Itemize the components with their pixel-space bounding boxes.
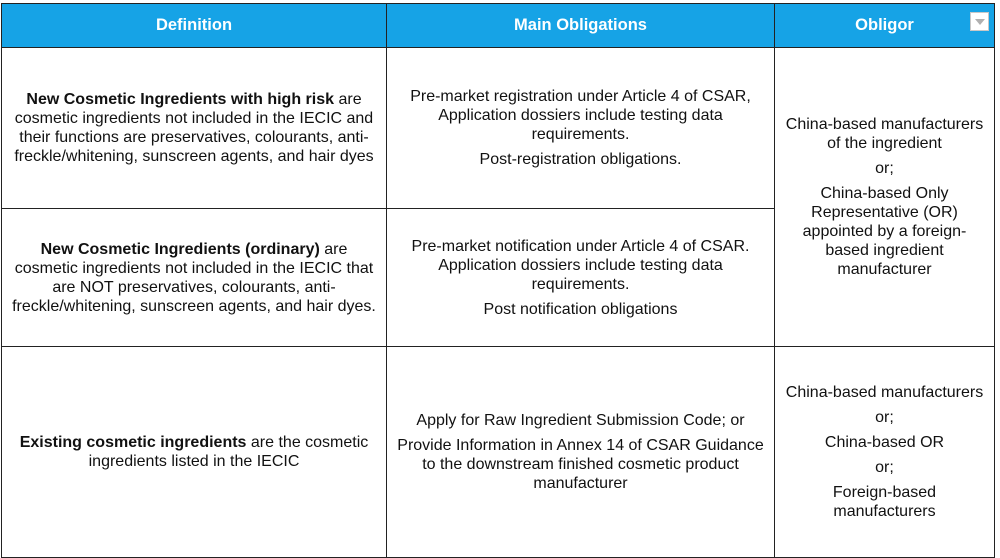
header-obligations-label: Main Obligations: [514, 16, 647, 34]
filter-dropdown-icon[interactable]: [970, 12, 989, 31]
obligations-cell: [387, 209, 775, 347]
header-obligor: [775, 4, 995, 48]
obligor-or: or;: [875, 459, 894, 476]
header-row: [2, 4, 995, 48]
header-definition: [2, 4, 387, 48]
obligor-option: China-based manufacturers: [785, 384, 984, 401]
table-row: [2, 48, 995, 209]
definition-text: are the cosmetic ingredients listed in the IECIC: [88, 434, 369, 470]
obligor-cell-new-ingredients: [775, 48, 995, 347]
header-obligor-label: Obligor: [855, 16, 914, 34]
obligor-option: Foreign-based manufacturers: [832, 484, 937, 520]
definition-text: are cosmetic ingredients not included in the IECIC and their functions are preservatives, colourants, anti-freckle/whitening, sunscreen agents, and hair dyes: [14, 91, 374, 165]
obligor-cell-existing-ingredients: [775, 347, 995, 558]
obligation-secondary: Post-registration obligations.: [479, 151, 682, 168]
definition-cell: [2, 209, 387, 347]
obligor-option: China-based OR: [824, 434, 945, 451]
obligation-secondary: Post notification obligations: [483, 300, 678, 318]
definition-cell: [2, 48, 387, 209]
obligations-cell: [387, 347, 775, 558]
obligor-option: China-based manufacturers of the ingredient: [785, 116, 984, 152]
obligation-primary: Pre-market notification under Article 4 of CSAR. Application dossiers include testing data requirements.: [411, 237, 750, 293]
table-row: [2, 347, 995, 558]
definition-term: Existing cosmetic ingredients: [19, 434, 247, 451]
obligor-or: or;: [875, 409, 894, 426]
definition-text: are cosmetic ingredients not included in the IECIC that are NOT preservatives, colourants, anti-freckle/whitening, sunscreen agents, and hair dyes.: [12, 240, 376, 315]
header-definition-label: Definition: [155, 16, 233, 34]
obligations-table: [1, 3, 995, 558]
obligation-primary: Apply for Raw Ingredient Submission Code; or: [416, 412, 745, 429]
obligation-secondary: Provide Information in Annex 14 of CSAR Guidance to the downstream finished cosmetic product manufacturer: [397, 437, 764, 492]
header-main-obligations: [387, 4, 775, 48]
definition-term: New Cosmetic Ingredients (ordinary): [40, 240, 320, 258]
definition-cell: [2, 347, 387, 558]
obligor-option: China-based Only Representative (OR) appointed by a foreign-based ingredient manufacturer: [802, 185, 967, 278]
obligation-primary: Pre-market registration under Article 4 of CSAR, Application dossiers include testing data requirements.: [410, 88, 751, 143]
obligations-cell: [387, 48, 775, 209]
definition-term: New Cosmetic Ingredients with high risk: [26, 91, 335, 108]
obligor-or: or;: [875, 160, 894, 177]
